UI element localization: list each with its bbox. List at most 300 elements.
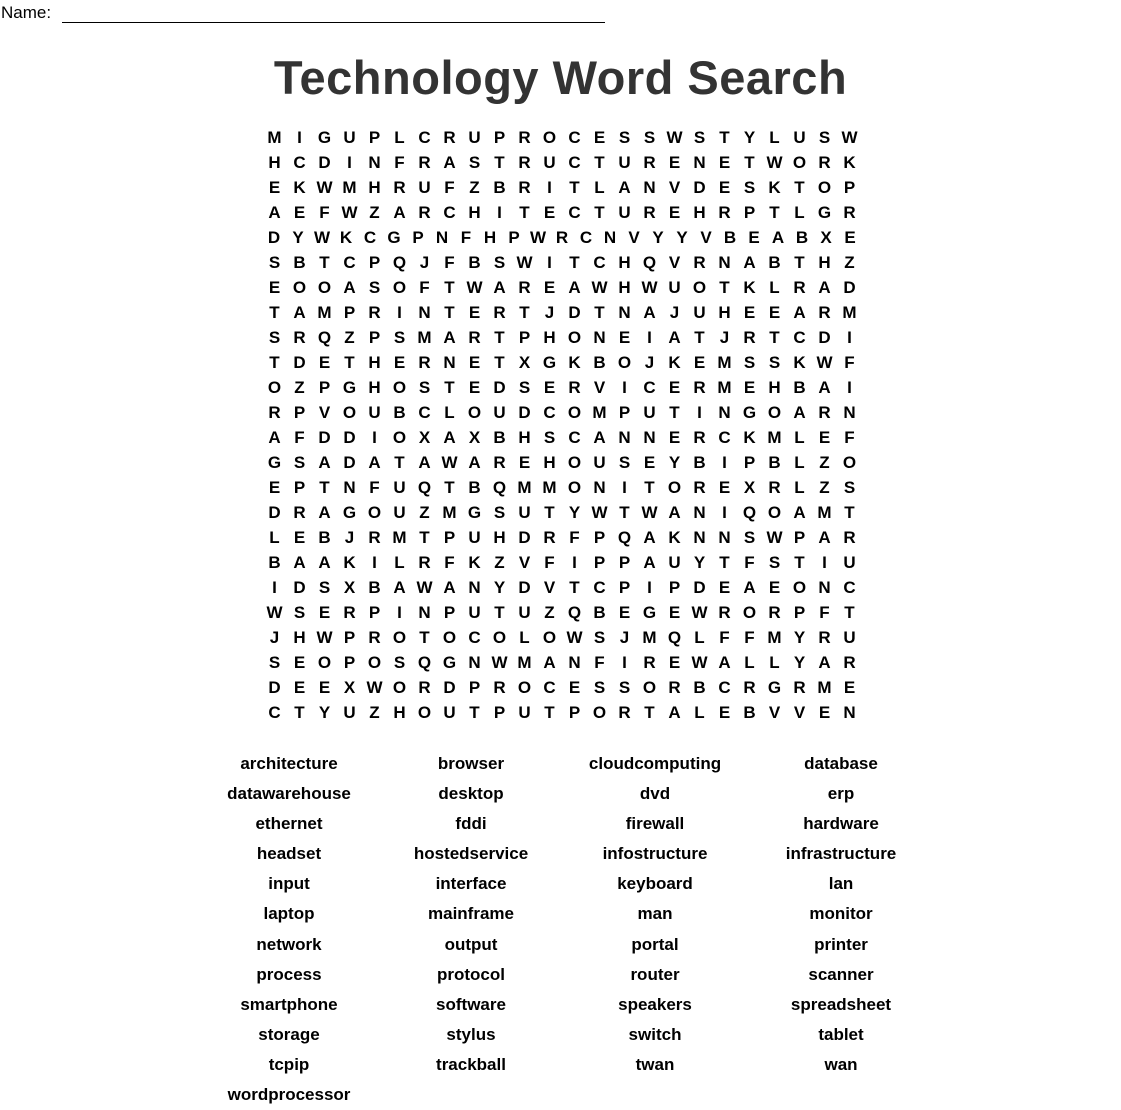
grid-letter: R: [818, 403, 831, 422]
grid-letter: B: [468, 478, 481, 497]
grid-letter: Z: [494, 553, 505, 572]
grid-letter: E: [668, 203, 681, 222]
grid-letter: L: [394, 128, 405, 147]
grid-letter: A: [418, 453, 431, 472]
grid-letter: M: [317, 303, 332, 322]
grid-letter: U: [668, 553, 681, 572]
word-list-item: network: [256, 934, 322, 954]
grid-letter: P: [343, 653, 356, 672]
grid-letter: S: [268, 328, 281, 347]
grid-letter: E: [318, 678, 331, 697]
grid-letter: Q: [642, 253, 657, 272]
word-list-item: infrastructure: [785, 844, 897, 864]
grid-letter: O: [667, 478, 682, 497]
grid-letter: E: [844, 228, 856, 247]
grid-letter: S: [418, 378, 431, 397]
grid-letter: F: [744, 628, 755, 647]
word-list-item: stylus: [446, 1024, 496, 1044]
grid-letter: E: [718, 478, 731, 497]
grid-letter: N: [468, 653, 481, 672]
grid-letter: W: [529, 228, 547, 247]
grid-letter: M: [767, 428, 782, 447]
grid-letter: B: [768, 253, 781, 272]
grid-letter: U: [693, 303, 706, 322]
grid-letter: O: [292, 278, 307, 297]
grid-row: [262, 175, 862, 200]
grid-letter: B: [768, 453, 781, 472]
grid-letter: A: [268, 428, 281, 447]
grid-letter: T: [719, 278, 730, 297]
grid-letter: A: [668, 328, 681, 347]
grid-letter: K: [293, 178, 306, 197]
grid-letter: W: [591, 278, 608, 297]
grid-letter: R: [718, 203, 731, 222]
grid-letter: P: [618, 403, 631, 422]
grid-letter: E: [718, 578, 731, 597]
grid-letter: B: [723, 228, 737, 247]
grid-letter: U: [518, 503, 531, 522]
grid-letter: N: [368, 153, 381, 172]
grid-letter: H: [468, 203, 481, 222]
grid-letter: S: [843, 478, 856, 497]
grid-letter: R: [418, 353, 431, 372]
grid-row: [262, 625, 862, 650]
grid-letter: Y: [568, 503, 581, 522]
grid-letter: A: [443, 428, 456, 447]
word-list-item: database: [804, 754, 878, 773]
grid-row: [262, 150, 862, 175]
grid-letter: R: [293, 328, 306, 347]
grid-letter: A: [393, 578, 406, 597]
grid-letter: O: [567, 403, 582, 422]
grid-letter: M: [717, 353, 732, 372]
grid-letter: V: [700, 228, 712, 247]
word-list-item: headset: [256, 844, 322, 864]
word-list-item: architecture: [240, 754, 338, 773]
grid-row: [262, 400, 862, 425]
grid-letter: D: [843, 278, 856, 297]
grid-letter: R: [418, 553, 431, 572]
grid-letter: P: [493, 128, 506, 147]
grid-letter: S: [468, 153, 481, 172]
grid-letter: I: [297, 128, 302, 147]
word-list-item: smartphone: [240, 994, 338, 1014]
grid-letter: D: [268, 503, 281, 522]
grid-letter: T: [744, 153, 755, 172]
grid-letter: K: [668, 353, 681, 372]
grid-letter: A: [543, 653, 556, 672]
grid-letter: L: [444, 403, 455, 422]
grid-letter: U: [618, 203, 631, 222]
grid-letter: P: [593, 553, 606, 572]
grid-letter: Q: [617, 528, 632, 547]
grid-letter: P: [493, 703, 506, 722]
grid-letter: L: [694, 628, 705, 647]
grid-letter: M: [517, 478, 532, 497]
grid-letter: O: [392, 628, 407, 647]
grid-letter: P: [668, 578, 681, 597]
grid-letter: L: [769, 653, 780, 672]
grid-letter: X: [468, 428, 481, 447]
grid-letter: W: [841, 128, 858, 147]
grid-letter: T: [544, 503, 555, 522]
grid-letter: O: [492, 628, 507, 647]
grid-letter: W: [516, 253, 533, 272]
grid-letter: N: [593, 328, 606, 347]
grid-letter: R: [418, 153, 431, 172]
grid-letter: U: [393, 503, 406, 522]
grid-letter: C: [568, 428, 581, 447]
grid-letter: B: [368, 578, 381, 597]
grid-letter: F: [744, 553, 755, 572]
grid-letter: N: [693, 153, 706, 172]
grid-letter: D: [268, 678, 281, 697]
grid-letter: J: [344, 528, 355, 547]
grid-letter: Y: [652, 228, 664, 247]
grid-letter: N: [618, 303, 631, 322]
grid-letter: U: [543, 153, 556, 172]
grid-letter: W: [766, 153, 783, 172]
grid-letter: A: [618, 178, 631, 197]
grid-letter: G: [542, 353, 557, 372]
grid-letter: F: [319, 203, 330, 222]
grid-letter: A: [818, 653, 831, 672]
grid-letter: T: [444, 303, 455, 322]
grid-letter: R: [368, 303, 381, 322]
grid-letter: W: [416, 578, 433, 597]
grid-letter: E: [318, 353, 331, 372]
grid-letter: Q: [567, 603, 582, 622]
grid-letter: X: [343, 678, 356, 697]
grid-letter: S: [743, 178, 756, 197]
grid-letter: E: [718, 703, 731, 722]
grid-letter: S: [618, 678, 631, 697]
grid-letter: O: [742, 603, 757, 622]
word-list-item: switch: [628, 1024, 682, 1044]
grid-letter: M: [842, 303, 857, 322]
grid-letter: F: [419, 278, 430, 297]
grid-letter: K: [843, 153, 856, 172]
grid-letter: C: [543, 403, 556, 422]
grid-letter: V: [318, 403, 331, 422]
grid-letter: B: [693, 453, 706, 472]
grid-letter: N: [418, 603, 431, 622]
grid-letter: A: [393, 203, 406, 222]
grid-row: [262, 575, 862, 600]
grid-letter: P: [743, 453, 756, 472]
grid-letter: W: [641, 278, 658, 297]
grid-letter: A: [593, 428, 606, 447]
grid-letter: I: [722, 503, 727, 522]
grid-letter: O: [592, 703, 607, 722]
word-list-item: speakers: [618, 994, 692, 1014]
grid-letter: L: [769, 128, 780, 147]
grid-letter: R: [368, 628, 381, 647]
grid-letter: P: [618, 553, 631, 572]
grid-letter: K: [468, 553, 481, 572]
grid-letter: K: [768, 178, 781, 197]
grid-letter: U: [468, 528, 481, 547]
grid-letter: W: [316, 178, 333, 197]
grid-letter: C: [643, 378, 656, 397]
grid-letter: C: [593, 578, 606, 597]
grid-letter: N: [693, 503, 706, 522]
grid-letter: G: [442, 653, 457, 672]
grid-letter: O: [567, 328, 582, 347]
word-list-item: dvd: [639, 784, 671, 804]
grid-letter: P: [293, 478, 306, 497]
grid-letter: M: [342, 178, 357, 197]
grid-letter: S: [268, 253, 281, 272]
word-list-item: fddi: [455, 814, 487, 834]
grid-letter: O: [842, 453, 857, 472]
grid-letter: E: [693, 353, 706, 372]
word-list-item: storage: [258, 1024, 320, 1044]
grid-letter: W: [441, 453, 458, 472]
grid-letter: R: [518, 278, 531, 297]
grid-letter: P: [412, 228, 424, 247]
grid-letter: V: [668, 178, 681, 197]
grid-letter: T: [419, 528, 430, 547]
grid-letter: E: [468, 303, 481, 322]
grid-letter: Y: [668, 453, 681, 472]
word-list-item: datawarehouse: [227, 784, 351, 804]
grid-letter: Q: [392, 253, 407, 272]
word-list-item: input: [268, 874, 310, 894]
grid-letter: I: [372, 428, 377, 447]
grid-letter: C: [568, 203, 581, 222]
grid-letter: A: [318, 553, 331, 572]
grid-letter: W: [766, 528, 783, 547]
grid-letter: O: [517, 678, 532, 697]
grid-letter: U: [593, 453, 606, 472]
grid-letter: A: [468, 453, 481, 472]
grid-letter: W: [566, 628, 583, 647]
grid-letter: D: [693, 578, 706, 597]
grid-letter: G: [342, 378, 357, 397]
grid-letter: J: [419, 253, 430, 272]
grid-letter: L: [744, 653, 755, 672]
grid-letter: R: [543, 528, 556, 547]
grid-letter: A: [493, 278, 506, 297]
grid-letter: G: [342, 503, 357, 522]
word-list-item: infostructure: [602, 844, 708, 864]
grid-letter: W: [266, 603, 283, 622]
grid-letter: A: [268, 203, 281, 222]
grid-letter: T: [794, 253, 805, 272]
grid-letter: A: [443, 328, 456, 347]
grid-letter: R: [818, 303, 831, 322]
grid-letter: U: [843, 553, 856, 572]
grid-letter: E: [843, 678, 856, 697]
grid-row: [262, 325, 862, 350]
grid-row: [262, 225, 862, 250]
word-list-item: tcpip: [268, 1054, 310, 1074]
grid-letter: R: [818, 153, 831, 172]
grid-letter: T: [569, 253, 580, 272]
word-list-item: browser: [437, 754, 505, 773]
grid-letter: T: [444, 378, 455, 397]
grid-letter: H: [693, 203, 706, 222]
grid-letter: B: [793, 378, 806, 397]
grid-letter: C: [593, 253, 606, 272]
grid-letter: Z: [344, 328, 355, 347]
grid-letter: S: [518, 378, 531, 397]
grid-letter: C: [843, 578, 856, 597]
word-list-item: process: [256, 964, 322, 984]
grid-letter: P: [293, 403, 306, 422]
grid-letter: E: [468, 353, 481, 372]
grid-letter: R: [343, 603, 356, 622]
grid-letter: R: [743, 678, 756, 697]
grid-letter: X: [820, 228, 832, 247]
grid-letter: Y: [793, 628, 806, 647]
grid-letter: Q: [742, 503, 757, 522]
grid-letter: O: [567, 478, 582, 497]
grid-letter: G: [817, 203, 832, 222]
grid-letter: T: [494, 328, 505, 347]
grid-letter: J: [269, 628, 280, 647]
grid-letter: T: [519, 303, 530, 322]
grid-letter: S: [743, 353, 756, 372]
grid-letter: I: [647, 328, 652, 347]
grid-letter: B: [693, 678, 706, 697]
grid-letter: B: [318, 528, 331, 547]
grid-letter: V: [593, 378, 606, 397]
grid-letter: A: [368, 453, 381, 472]
grid-letter: B: [493, 428, 506, 447]
word-list-item: laptop: [263, 904, 315, 924]
grid-letter: E: [668, 653, 681, 672]
grid-letter: E: [818, 428, 831, 447]
grid-letter: U: [668, 278, 681, 297]
grid-letter: V: [793, 703, 806, 722]
grid-letter: R: [643, 653, 656, 672]
grid-letter: W: [691, 603, 708, 622]
grid-letter: P: [793, 603, 806, 622]
grid-letter: Z: [819, 453, 830, 472]
grid-letter: H: [618, 278, 631, 297]
grid-letter: O: [392, 278, 407, 297]
grid-letter: E: [668, 428, 681, 447]
grid-letter: P: [343, 303, 356, 322]
grid-letter: Z: [419, 503, 430, 522]
grid-letter: T: [269, 303, 280, 322]
grid-letter: E: [543, 278, 556, 297]
grid-letter: G: [767, 678, 782, 697]
grid-letter: W: [466, 278, 483, 297]
grid-letter: U: [518, 703, 531, 722]
grid-letter: N: [718, 403, 731, 422]
grid-letter: T: [719, 128, 730, 147]
grid-letter: A: [668, 703, 681, 722]
grid-letter: J: [544, 303, 555, 322]
grid-letter: Z: [819, 478, 830, 497]
grid-letter: N: [718, 528, 731, 547]
grid-letter: M: [817, 503, 832, 522]
grid-letter: Q: [317, 328, 332, 347]
grid-letter: D: [493, 378, 506, 397]
grid-letter: R: [555, 228, 569, 247]
grid-letter: E: [618, 603, 631, 622]
grid-letter: R: [693, 378, 706, 397]
grid-letter: M: [592, 403, 607, 422]
grid-letter: N: [718, 253, 731, 272]
grid-letter: F: [460, 228, 472, 247]
grid-letter: N: [603, 228, 617, 247]
word-list-item: spreadsheet: [790, 994, 892, 1014]
grid-letter: C: [418, 128, 431, 147]
grid-letter: R: [293, 503, 306, 522]
grid-row: [262, 500, 862, 525]
grid-letter: I: [822, 553, 827, 572]
grid-letter: A: [818, 278, 831, 297]
grid-letter: R: [518, 153, 531, 172]
grid-letter: O: [392, 678, 407, 697]
grid-letter: U: [343, 703, 356, 722]
grid-letter: N: [443, 353, 456, 372]
grid-row: [262, 275, 862, 300]
grid-letter: V: [668, 253, 681, 272]
grid-letter: L: [794, 453, 805, 472]
grid-letter: O: [267, 378, 282, 397]
grid-letter: S: [293, 603, 306, 622]
grid-letter: Y: [676, 228, 688, 247]
grid-row: [262, 425, 862, 450]
grid-letter: F: [394, 153, 405, 172]
grid-letter: D: [318, 153, 331, 172]
grid-letter: F: [444, 553, 455, 572]
grid-letter: J: [619, 628, 630, 647]
word-list-item: monitor: [809, 904, 873, 924]
grid-letter: O: [792, 153, 807, 172]
grid-letter: H: [768, 378, 781, 397]
grid-letter: I: [572, 553, 577, 572]
grid-letter: P: [468, 678, 481, 697]
grid-letter: D: [568, 303, 581, 322]
grid-letter: J: [669, 303, 680, 322]
grid-letter: O: [467, 403, 482, 422]
grid-letter: O: [617, 353, 632, 372]
grid-letter: B: [468, 253, 481, 272]
grid-letter: E: [618, 328, 631, 347]
word-list-item: scanner: [808, 964, 874, 984]
name-blank-line[interactable]: [62, 6, 605, 23]
grid-letter: A: [643, 528, 656, 547]
grid-letter: C: [793, 328, 806, 347]
grid-letter: M: [767, 628, 782, 647]
grid-letter: T: [769, 203, 780, 222]
grid-letter: K: [743, 428, 756, 447]
grid-letter: E: [543, 378, 556, 397]
word-list-item: router: [630, 964, 680, 984]
grid-letter: R: [268, 403, 281, 422]
grid-letter: T: [644, 478, 655, 497]
grid-letter: P: [368, 328, 381, 347]
grid-letter: R: [718, 603, 731, 622]
grid-letter: T: [444, 478, 455, 497]
grid-letter: F: [819, 603, 830, 622]
grid-letter: S: [818, 128, 831, 147]
grid-letter: R: [743, 328, 756, 347]
grid-letter: K: [343, 553, 356, 572]
grid-letter: O: [392, 378, 407, 397]
grid-letter: V: [518, 553, 531, 572]
grid-letter: Y: [743, 128, 756, 147]
grid-letter: T: [619, 503, 630, 522]
grid-letter: C: [268, 703, 281, 722]
grid-letter: E: [818, 703, 831, 722]
